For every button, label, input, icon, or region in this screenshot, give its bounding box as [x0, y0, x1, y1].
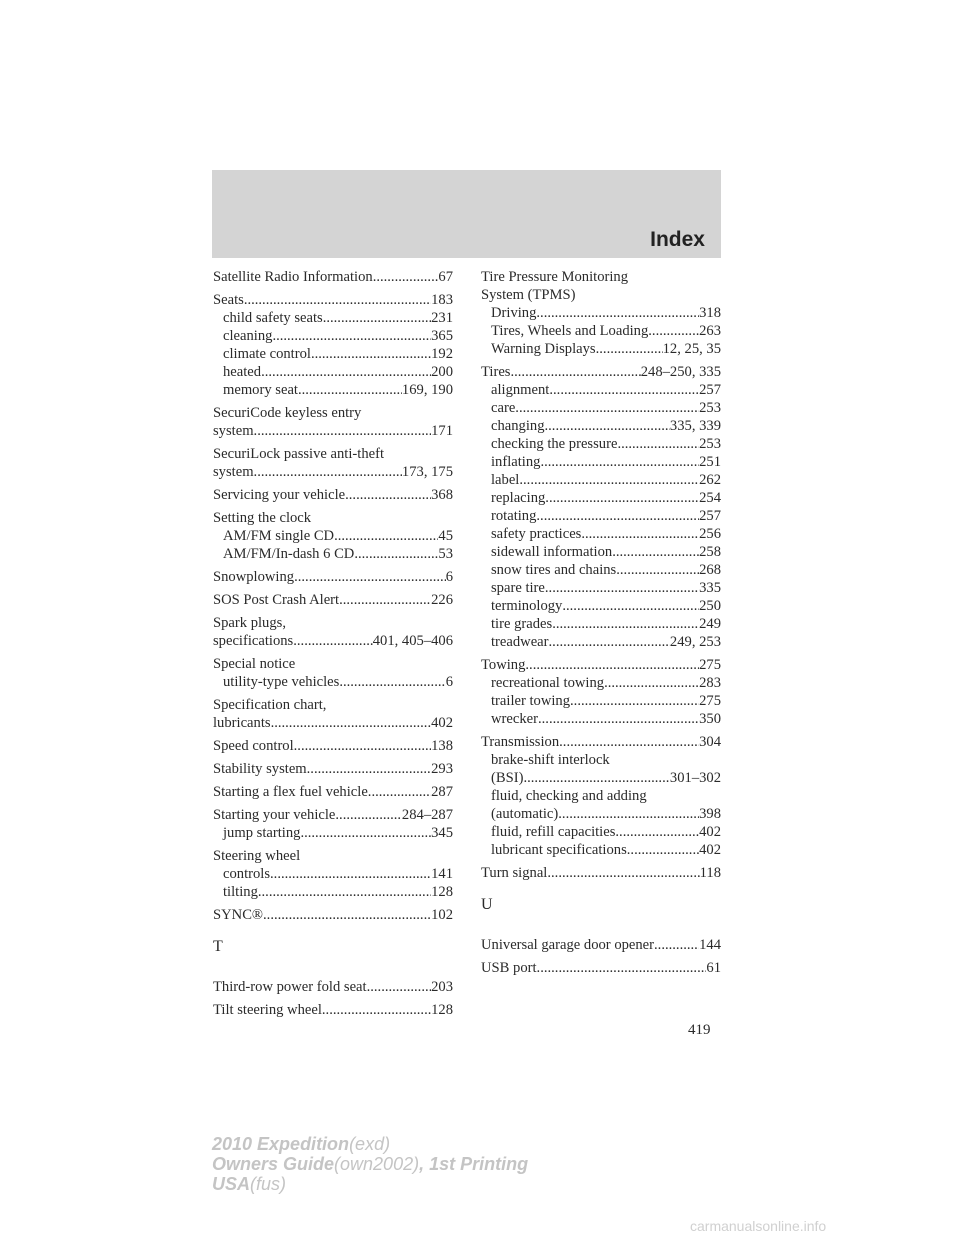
entry-term: lubricants	[213, 715, 271, 731]
entry-page-ref[interactable]: 345	[431, 825, 453, 841]
index-subentry-line	[481, 841, 721, 859]
entry-term: SecuriLock passive anti-theft	[213, 446, 385, 462]
entry-term: controls	[223, 866, 271, 882]
entry-term: memory seat	[223, 382, 298, 398]
footer-imprint	[212, 1134, 528, 1194]
entry-page-ref[interactable]: 192	[431, 346, 453, 362]
index-entry	[481, 864, 721, 882]
dot-leader	[272, 327, 431, 345]
entry-term: terminology	[491, 598, 563, 614]
dot-leader	[270, 865, 431, 883]
entry-term: cleaning	[223, 328, 273, 344]
index-subentry-line	[481, 399, 721, 417]
index-entry-line	[481, 268, 721, 286]
entry-page-ref[interactable]: 183	[431, 292, 453, 308]
entry-term: climate control	[223, 346, 311, 362]
index-entry-line	[481, 286, 721, 304]
index-subentry-line	[481, 453, 721, 471]
entry-term: wrecker	[491, 711, 538, 727]
entry-term: Tires, Wheels and Loading	[491, 323, 649, 339]
entry-term: Steering wheel	[213, 848, 301, 864]
dot-leader	[654, 936, 699, 954]
entry-term: USB port	[481, 960, 537, 976]
entry-term: System (TPMS)	[481, 287, 576, 303]
dot-leader	[258, 883, 431, 901]
entry-term: snow tires and chains	[491, 562, 617, 578]
index-subentry-line	[481, 597, 721, 615]
index-subentry-line	[481, 615, 721, 633]
entry-page-ref[interactable]: 268	[699, 562, 721, 578]
index-subentry-line	[213, 673, 453, 691]
entry-term: Snowplowing	[213, 569, 295, 585]
entry-term: Satellite Radio Information	[213, 269, 373, 285]
entry-page-ref[interactable]: 335	[699, 580, 721, 596]
index-entry-line	[481, 363, 721, 381]
entry-page-ref[interactable]: 6	[445, 674, 453, 690]
dot-leader	[294, 568, 446, 586]
dot-leader	[339, 591, 431, 609]
dot-leader	[368, 783, 431, 801]
index-entry-line	[213, 422, 453, 440]
index-entry-line	[213, 404, 453, 422]
index-letter-heading: T	[213, 938, 223, 955]
entry-page-ref[interactable]: 258	[699, 544, 721, 560]
index-entry-line	[213, 445, 453, 463]
entry-page-ref[interactable]: 263	[699, 323, 721, 339]
watermark-text: carmanualsonline.info	[690, 1218, 827, 1234]
footer-model: 2010 Expedition	[212, 1134, 350, 1154]
entry-page-ref[interactable]: 368	[431, 487, 453, 503]
index-entry-line	[213, 1001, 453, 1019]
entry-page-ref[interactable]: 287	[431, 784, 453, 800]
index-entry-line	[213, 714, 453, 732]
index-entry	[213, 509, 453, 563]
index-entry-line	[213, 268, 453, 286]
dot-leader	[547, 864, 699, 882]
entry-page-ref[interactable]: 6	[445, 569, 453, 585]
dot-leader	[367, 978, 432, 996]
index-entry-line	[213, 906, 453, 924]
entry-term: checking the pressure	[491, 436, 618, 452]
entry-page-ref[interactable]: 335, 339	[669, 418, 721, 434]
entry-term: Servicing your vehicle	[213, 487, 346, 503]
footer-market-code: (fus)	[250, 1174, 287, 1194]
index-entry-line	[213, 591, 453, 609]
index-subentry-line	[481, 435, 721, 453]
entry-term: fluid, refill capacities	[491, 824, 616, 840]
entry-page-ref[interactable]: 250	[699, 598, 721, 614]
dot-leader	[559, 733, 699, 751]
entry-term: replacing	[491, 490, 546, 506]
dot-leader	[545, 579, 699, 597]
index-subentry-line	[213, 363, 453, 381]
entry-term: Towing	[481, 657, 526, 673]
index-subentry-line	[481, 674, 721, 692]
index-entry-line	[213, 696, 453, 714]
entry-term: recreational towing	[491, 675, 605, 691]
entry-term: Warning Displays	[491, 341, 596, 357]
footer-model-code: (exd)	[349, 1134, 391, 1154]
index-entry-line	[481, 936, 721, 954]
entry-term: SOS Post Crash Alert	[213, 592, 340, 608]
index-subentry-line	[481, 633, 721, 651]
entry-page-ref[interactable]: 251	[699, 454, 721, 470]
dot-leader	[263, 906, 431, 924]
index-subentry-line	[481, 340, 721, 358]
index-entry-line	[481, 959, 721, 977]
index-subentry-line	[481, 489, 721, 507]
entry-term: Special notice	[213, 656, 296, 672]
entry-page-ref[interactable]: 231	[431, 310, 453, 326]
entry-term: child safety seats	[223, 310, 323, 326]
entry-page-ref[interactable]: 253	[699, 400, 721, 416]
entry-term: utility-type vehicles	[223, 674, 340, 690]
entry-term: sidewall information	[491, 544, 613, 560]
index-entry	[213, 655, 453, 691]
index-subentry-line	[481, 381, 721, 399]
index-entry	[213, 268, 453, 286]
dot-leader	[339, 673, 445, 691]
entry-page-ref[interactable]: 67	[438, 269, 453, 285]
entry-term: (automatic)	[491, 806, 559, 822]
footer-printing: , 1st Printing	[419, 1154, 529, 1174]
dot-leader	[373, 268, 439, 286]
index-subentry-line	[213, 327, 453, 345]
entry-page-ref[interactable]: 401, 405–406	[372, 633, 453, 649]
index-subentry-line	[481, 805, 721, 823]
dot-leader	[545, 489, 699, 507]
index-subentry-line	[481, 769, 721, 787]
dot-leader	[612, 543, 699, 561]
index-entry	[213, 696, 453, 732]
index-entry-line	[213, 291, 453, 309]
index-entry-line	[213, 568, 453, 586]
dot-leader	[323, 309, 431, 327]
index-subentry-line	[213, 381, 453, 399]
index-subentry-line	[481, 787, 721, 805]
entry-page-ref[interactable]: 248–250, 335	[640, 364, 721, 380]
index-entry-line	[213, 463, 453, 481]
index-subentry-line	[213, 345, 453, 363]
entry-term: specifications	[213, 633, 294, 649]
index-entry	[213, 614, 453, 650]
index-entry	[213, 737, 453, 755]
index-entry-line	[213, 614, 453, 632]
entry-term: Driving	[491, 305, 537, 321]
entry-page-ref[interactable]: 144	[699, 937, 721, 953]
entry-term: treadwear	[491, 634, 549, 650]
footer-guide: Owners Guide	[212, 1154, 335, 1174]
dot-leader	[354, 545, 438, 563]
entry-page-ref[interactable]: 256	[699, 526, 721, 542]
entry-term: inflating	[491, 454, 541, 470]
index-entry	[481, 268, 721, 358]
entry-term: Transmission	[481, 734, 560, 750]
index-subentry-line	[481, 471, 721, 489]
entry-term: jump starting	[223, 825, 301, 841]
index-entry	[213, 445, 453, 481]
entry-page-ref[interactable]: 45	[438, 528, 453, 544]
entry-page-ref[interactable]: 293	[431, 761, 453, 777]
index-entry	[213, 783, 453, 801]
entry-page-ref[interactable]: 12, 25, 35	[662, 341, 721, 357]
index-entry-line	[213, 632, 453, 650]
dot-leader	[617, 435, 699, 453]
dot-leader	[335, 806, 402, 824]
entry-term: SYNC®	[213, 907, 264, 923]
dot-leader	[261, 363, 431, 381]
index-entry	[213, 760, 453, 778]
entry-page-ref[interactable]: 257	[699, 508, 721, 524]
dot-leader	[515, 399, 699, 417]
page-number: 419	[688, 1022, 711, 1038]
index-entry-line	[213, 760, 453, 778]
entry-page-ref[interactable]: 200	[431, 364, 453, 380]
index-entry	[481, 936, 721, 954]
entry-term: (BSI)	[491, 770, 524, 786]
dot-leader	[627, 841, 699, 859]
dot-leader	[536, 507, 699, 525]
dot-leader	[616, 561, 699, 579]
index-letter-heading: U	[481, 896, 493, 913]
index-entry	[481, 733, 721, 859]
index-subentry-line	[481, 543, 721, 561]
section-header	[212, 170, 721, 258]
dot-leader	[581, 525, 699, 543]
index-subentry-line	[481, 751, 721, 769]
index-entry	[213, 906, 453, 924]
entry-term: Universal garage door opener	[481, 937, 655, 953]
dot-leader	[545, 417, 670, 435]
index-entry-line	[213, 509, 453, 527]
entry-page-ref[interactable]: 102	[431, 907, 453, 923]
entry-term: tire grades	[491, 616, 553, 632]
entry-page-ref[interactable]: 226	[431, 592, 453, 608]
dot-leader	[615, 823, 699, 841]
index-entry	[213, 806, 453, 842]
entry-page-ref[interactable]: 249	[699, 616, 721, 632]
index-entry	[213, 847, 453, 901]
index-entry-line	[213, 486, 453, 504]
entry-page-ref[interactable]: 283	[699, 675, 721, 691]
entry-page-ref[interactable]: 350	[699, 711, 721, 727]
index-subentry-line	[481, 417, 721, 435]
dot-leader	[510, 363, 640, 381]
dot-leader	[322, 1001, 431, 1019]
index-subentry-line	[213, 545, 453, 563]
entry-term: Seats	[213, 292, 244, 308]
entry-page-ref[interactable]: 284–287	[401, 807, 453, 823]
index-entry	[213, 1001, 453, 1019]
dot-leader	[244, 291, 431, 309]
dot-leader	[558, 805, 699, 823]
entry-term: rotating	[491, 508, 537, 524]
index-subentry-line	[213, 865, 453, 883]
dot-leader	[254, 422, 432, 440]
entry-term: Stability system	[213, 761, 307, 777]
index-entry-line	[481, 656, 721, 674]
entry-term: Tire Pressure Monitoring	[481, 269, 629, 285]
entry-term: alignment	[491, 382, 550, 398]
entry-page-ref[interactable]: 365	[431, 328, 453, 344]
dot-leader	[570, 692, 699, 710]
dot-leader	[552, 615, 699, 633]
index-column-left	[213, 268, 453, 1024]
entry-term: system	[213, 464, 254, 480]
dot-leader	[562, 597, 699, 615]
index-entry	[213, 486, 453, 504]
dot-leader	[311, 345, 431, 363]
index-entry-line	[213, 737, 453, 755]
entry-page-ref[interactable]: 249, 253	[669, 634, 721, 650]
index-subentry-line	[213, 309, 453, 327]
entry-page-ref[interactable]: 128	[431, 884, 453, 900]
dot-leader	[271, 714, 432, 732]
entry-page-ref[interactable]: 118	[699, 865, 721, 881]
index-entry-line	[213, 847, 453, 865]
index-subentry-line	[481, 823, 721, 841]
index-entry	[213, 568, 453, 586]
entry-page-ref[interactable]: 304	[699, 734, 721, 750]
entry-page-ref[interactable]: 402	[431, 715, 453, 731]
index-entry	[481, 959, 721, 977]
index-entry	[213, 404, 453, 440]
section-title: Index	[650, 228, 705, 251]
entry-page-ref[interactable]: 254	[699, 490, 721, 506]
dot-leader	[536, 304, 699, 322]
dot-leader	[538, 710, 699, 728]
index-entry	[213, 591, 453, 609]
entry-term: care	[491, 400, 516, 416]
index-column-right	[481, 268, 721, 982]
entry-term: Third-row power fold seat	[213, 979, 367, 995]
entry-page-ref[interactable]: 257	[699, 382, 721, 398]
index-subentry-line	[481, 322, 721, 340]
entry-term: SecuriCode keyless entry	[213, 405, 362, 421]
index-entry-line	[481, 733, 721, 751]
dot-leader	[294, 737, 431, 755]
entry-term: safety practices	[491, 526, 582, 542]
dot-leader	[549, 633, 670, 651]
dot-leader	[648, 322, 699, 340]
index-subentry-line	[481, 525, 721, 543]
dot-leader	[293, 632, 372, 650]
entry-term: Turn signal	[481, 865, 548, 881]
dot-leader	[549, 381, 699, 399]
entry-page-ref[interactable]: 203	[431, 979, 453, 995]
entry-page-ref[interactable]: 402	[699, 824, 721, 840]
entry-page-ref[interactable]: 253	[699, 436, 721, 452]
index-entry	[481, 363, 721, 651]
dot-leader	[254, 463, 402, 481]
dot-leader	[523, 769, 669, 787]
dot-leader	[525, 656, 699, 674]
index-subentry-line	[481, 304, 721, 322]
index-subentry-line	[481, 579, 721, 597]
entry-page-ref[interactable]: 275	[699, 657, 721, 673]
dot-leader	[345, 486, 431, 504]
dot-leader	[298, 381, 402, 399]
index-subentry-line	[481, 710, 721, 728]
footer-market: USA	[212, 1174, 251, 1194]
entry-page-ref[interactable]: 173, 175	[401, 464, 453, 480]
entry-term: AM/FM single CD	[223, 528, 335, 544]
dot-leader	[604, 674, 699, 692]
entry-page-ref[interactable]: 318	[699, 305, 721, 321]
dot-leader	[537, 959, 707, 977]
entry-page-ref[interactable]: 138	[431, 738, 453, 754]
dot-leader	[334, 527, 438, 545]
entry-term: brake-shift interlock	[491, 752, 610, 768]
index-entry-line	[213, 783, 453, 801]
index-subentry-line	[213, 527, 453, 545]
dot-leader	[307, 760, 431, 778]
entry-term: Spark plugs,	[213, 615, 286, 631]
index-entry	[213, 291, 453, 399]
entry-term: Tilt steering wheel	[213, 1002, 322, 1018]
index-entry-line	[213, 655, 453, 673]
entry-page-ref[interactable]: 402	[699, 842, 721, 858]
entry-term: trailer towing	[491, 693, 571, 709]
entry-term: tilting	[223, 884, 258, 900]
entry-term: Specification chart,	[213, 697, 327, 713]
index-entry	[481, 656, 721, 728]
entry-term: spare tire	[491, 580, 545, 596]
footer-guide-code: (own2002)	[334, 1154, 420, 1174]
entry-page-ref[interactable]: 275	[699, 693, 721, 709]
index-entry	[213, 978, 453, 996]
index-entry-line	[213, 806, 453, 824]
index-subentry-line	[481, 507, 721, 525]
entry-term: changing	[491, 418, 545, 434]
entry-term: Setting the clock	[213, 510, 312, 526]
index-entry-line	[481, 864, 721, 882]
index-subentry-line	[481, 561, 721, 579]
entry-page-ref[interactable]: 61	[706, 960, 721, 976]
index-subentry-line	[213, 824, 453, 842]
index-entry-line	[213, 978, 453, 996]
entry-term: heated	[223, 364, 262, 380]
dot-leader	[300, 824, 431, 842]
entry-term: system	[213, 423, 254, 439]
entry-term: Starting your vehicle	[213, 807, 336, 823]
entry-term: Tires	[481, 364, 511, 380]
entry-term: Starting a flex fuel vehicle	[213, 784, 368, 800]
entry-page-ref[interactable]: 171	[431, 423, 453, 439]
entry-term: Speed control	[213, 738, 294, 754]
entry-page-ref[interactable]: 128	[431, 1002, 453, 1018]
entry-term: fluid, checking and adding	[491, 788, 647, 804]
entry-page-ref[interactable]: 53	[438, 546, 453, 562]
entry-term: label	[491, 472, 520, 488]
entry-page-ref[interactable]: 169, 190	[401, 382, 453, 398]
index-subentry-line	[481, 692, 721, 710]
index-subentry-line	[213, 883, 453, 901]
entry-page-ref[interactable]: 398	[699, 806, 721, 822]
dot-leader	[596, 340, 663, 358]
entry-page-ref[interactable]: 262	[699, 472, 721, 488]
dot-leader	[519, 471, 699, 489]
entry-term: AM/FM/In-dash 6 CD	[223, 546, 355, 562]
entry-term: lubricant specifications	[491, 842, 627, 858]
entry-page-ref[interactable]: 301–302	[669, 770, 721, 786]
entry-page-ref[interactable]: 141	[431, 866, 453, 882]
dot-leader	[540, 453, 699, 471]
